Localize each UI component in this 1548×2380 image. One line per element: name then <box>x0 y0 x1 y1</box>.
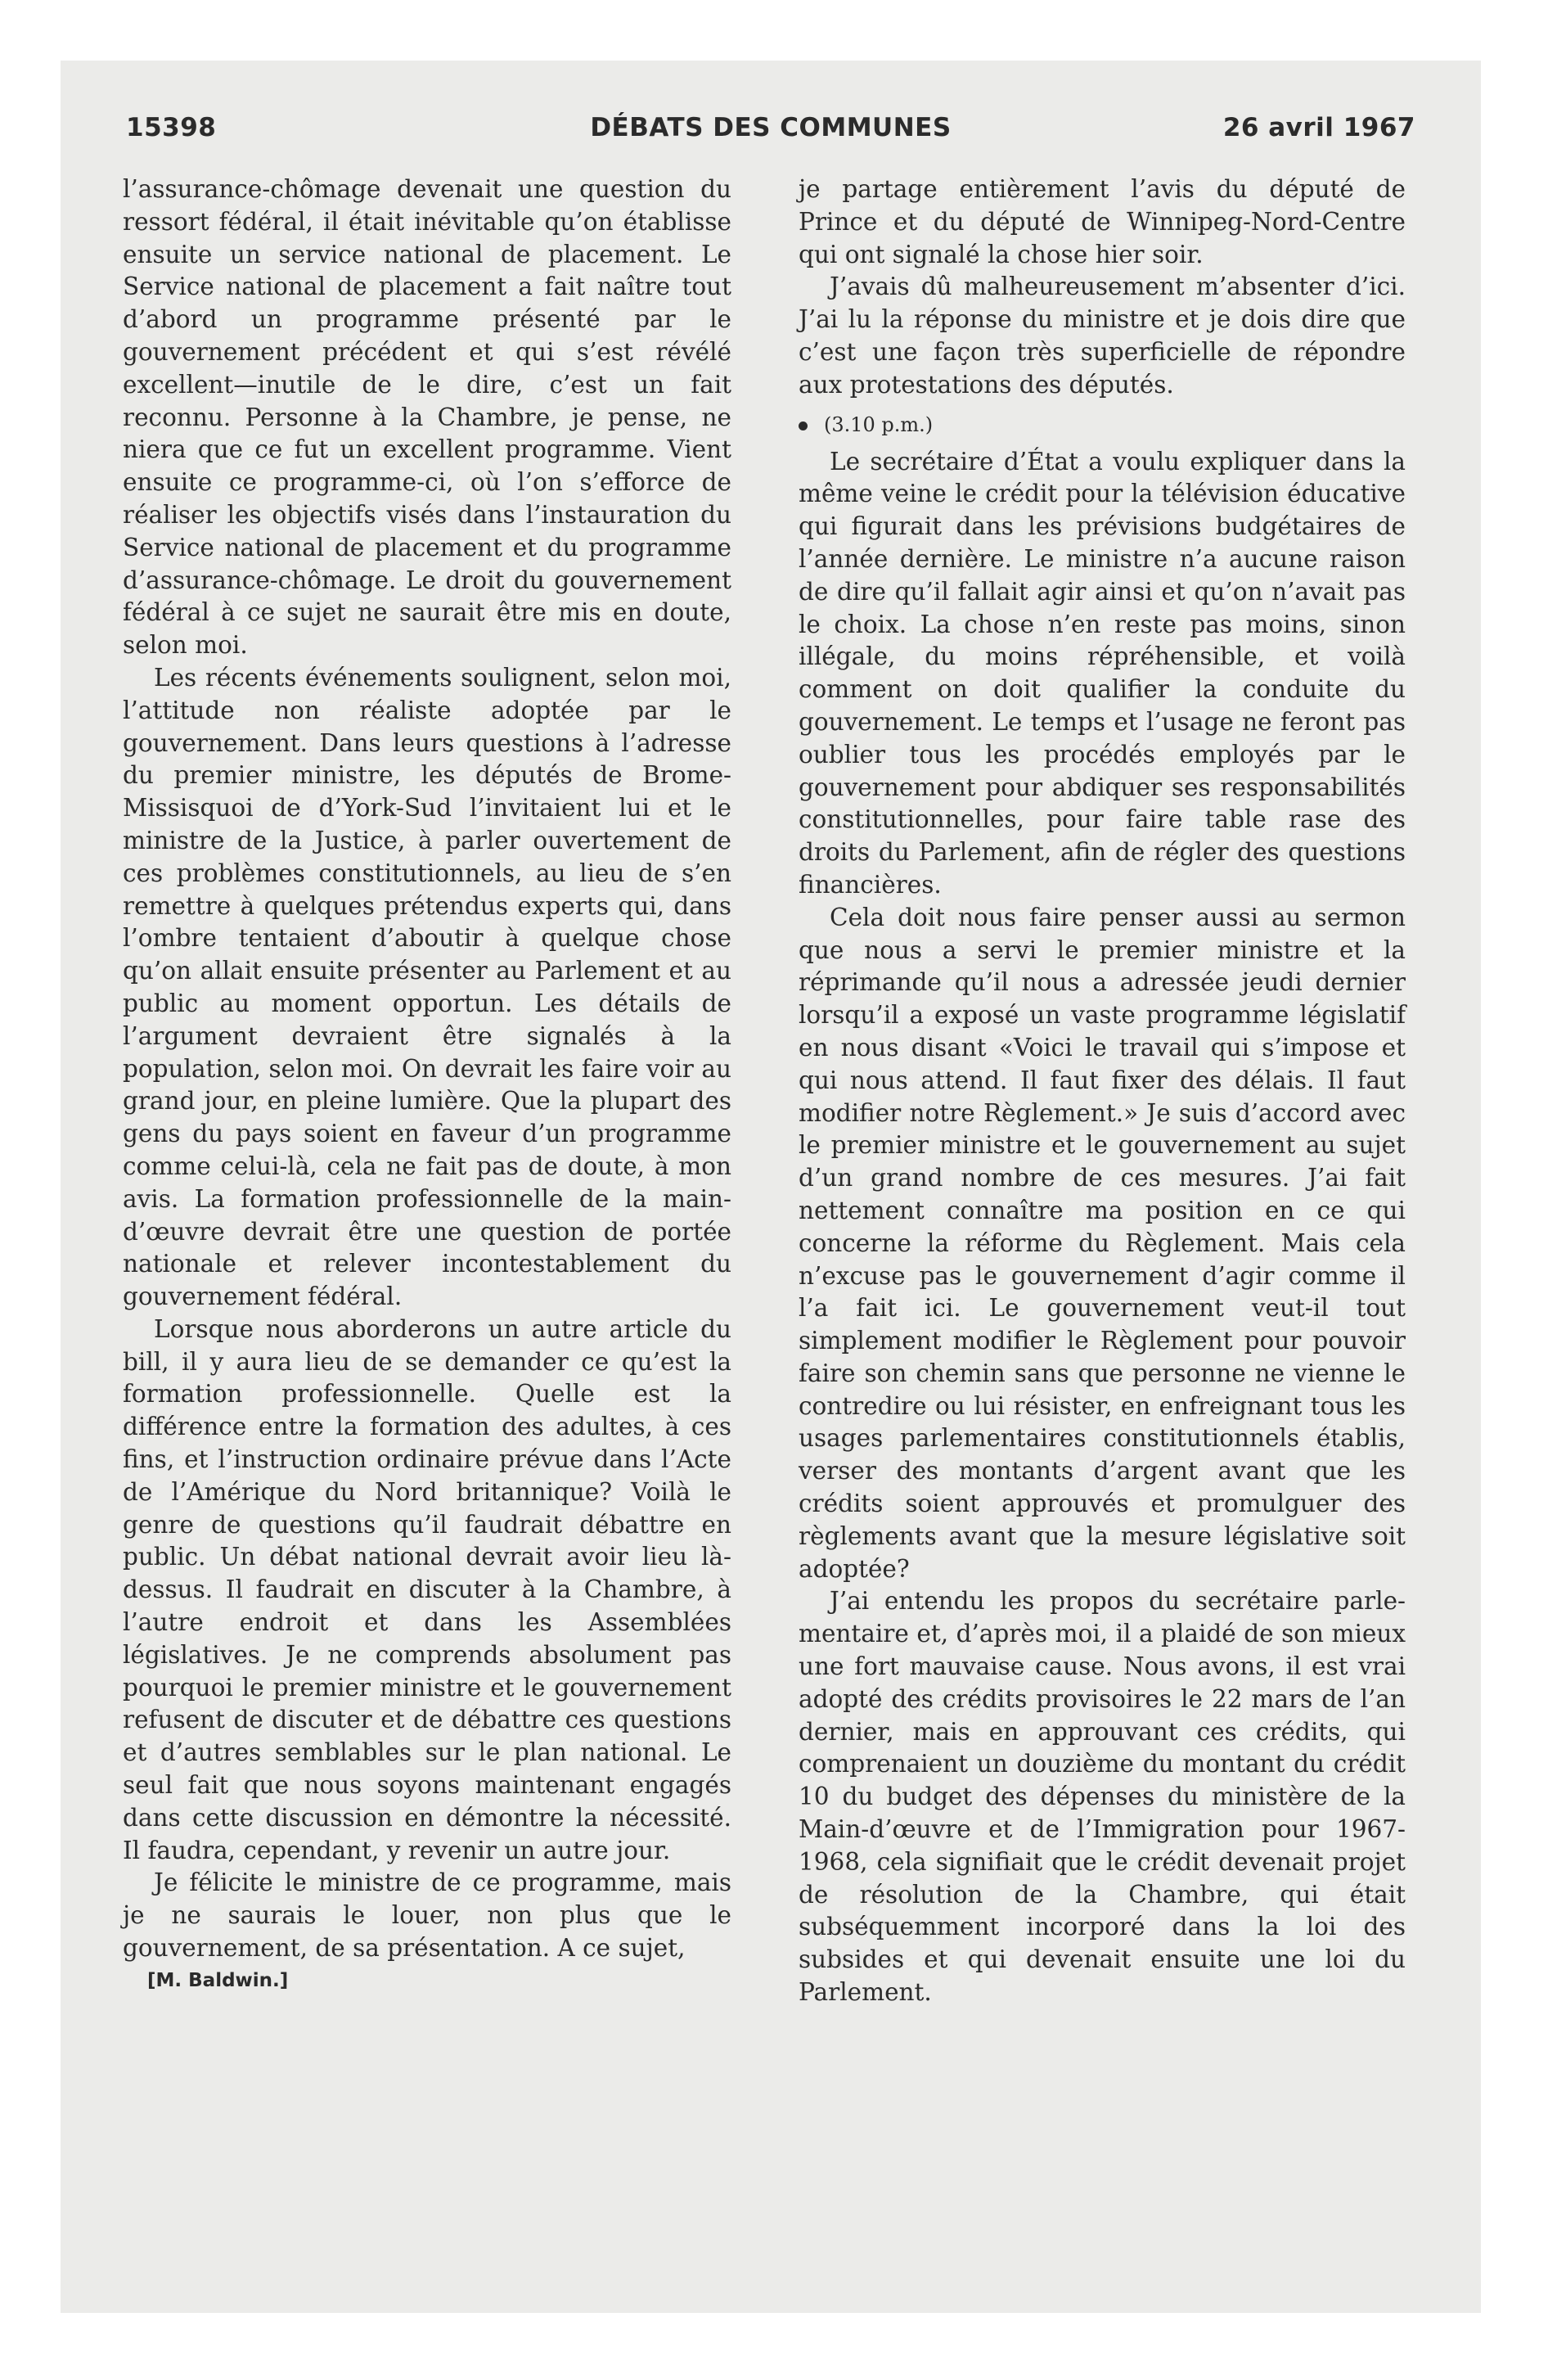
page-header <box>126 113 1415 154</box>
page-date: 26 avril 1967 <box>1222 113 1415 142</box>
time-marker-text: (3.10 p.m.) <box>824 412 934 436</box>
paragraph: Je félicite le ministre de ce programme, mais je ne saurais le louer, non plus que le gouvernement, de sa présentation. A ce sujet, <box>123 1868 731 1963</box>
paragraph: Lorsque nous aborderons un autre article du bill, il y aura lieu de se demander ce qu’est la formation professionnelle. Quelle est la différence entre la formation des adultes, à ces fins, et l’instruction ordinaire prévue dans l’Acte de l’Amérique du Nord britannique? Voilà le genre de questions qu’il faudrait débattre en public. Un débat national devrait avoir lieu là-dessus. Il faudrait en discuter à la Chambre, à l’autre endroit et dans les Assemblées législatives. Je ne comprends absolument pas pourquoi le premier ministre et le gouvernement refusent de discuter et de débattre ces questions et d’autres semblables sur le plan national. Le seul fait que nous soyons maintenant engagés dans cette discussion en démontre la nécessité. Il faudra, cependant, y revenir un autre jour. <box>123 1314 731 1864</box>
right-column <box>799 174 1406 2009</box>
paragraph: je partage entièrement l’avis du député de Prince et du député de Winnipeg-Nord-Centre qui ont signalé la chose hier soir. <box>799 175 1406 268</box>
paragraph: J’ai entendu les propos du secrétaire parlementaire et, d’après moi, il a plaidé de son mieux une fort mauvaise cause. Nous avons, il est vrai adopté des crédits provisoires le 22 mars de l’an dernier, mais en approuvant ces crédits, qui comprenaient un douzième du montant du crédit 10 du budget des dépenses du ministère de la Main-d’œuvre et de l’Immigration pour 1967-1968, cela signifiait que le crédit devenait projet de résolution de la Chambre, qui était subséquemment incorporé dans la loi des subsides et qui devenait ensuite une loi du Parlement. <box>799 1587 1406 2007</box>
running-title: DÉBATS DES COMMUNES <box>590 113 952 142</box>
page-number: 15398 <box>126 113 217 142</box>
bullet-icon <box>799 421 808 430</box>
paragraph: Les récents événements soulignent, selon moi, l’attitude non réaliste adoptée par le gouvernement. Dans leurs questions à l’adresse du premier ministre, les députés de Brome-Missisquoi de d’York-Sud l’invitaient lui et le ministre de la Justice, à parler ouvertement de ces problèmes constitutionnels, au lieu de s’en remettre à quelques prétendus experts qui, dans l’ombre tentaient d’aboutir à quelque chose qu’on allait ensuite présenter au Parlement et au public au moment opportun. Les détails de l’argument devraient être signalés à la population, selon moi. On devrait les faire voir au grand jour, en pleine lumière. Que la plupart des gens du pays soient en faveur d’un programme comme celui-là, cela ne fait pas de doute, à mon avis. La formation professionnelle de la main-d’œuvre devrait être une question de portée nationale et relever incontestablement du gouvernement fédéral. <box>123 663 731 1311</box>
paragraph: Le secrétaire d’État a voulu expliquer dans la même veine le crédit pour la télévision éducative qui figurait dans les prévisions budgétaires de l’année dernière. Le ministre n’a aucune raison de dire qu’il fallait agir ainsi et qu’on n’avait pas le choix. La chose n’en reste pas moins, sinon illégale, du moins répréhensible, et voilà comment on doit qualifier la conduite du gouvernement. Le temps et l’usage ne feront pas oublier tous les procédés employés par le gouvernement pour abdiquer ses responsabilités constitutionnelles, pour faire table rase des droits du Parlement, afin de régler des questions financières. <box>799 447 1406 899</box>
document-page <box>61 61 1481 2313</box>
left-column <box>123 174 731 1998</box>
paragraph: Cela doit nous faire penser aussi au sermon que nous a servi le premier ministre et la réprimande qu’il nous a adressée jeudi dernier lorsqu’il a exposé un vaste programme législatif en nous disant «Voici le travail qui s’impose et qui nous attend. Il faut fixer des délais. Il faut modifier notre Règlement.» Je suis d’accord avec le premier ministre et le gouvernement au sujet d’un grand nombre de ces mesures. J’ai fait nettement connaître ma position en ce qui concerne la réforme du Règlement. Mais cela n’excuse pas le gouvernement d’agir comme il l’a fait ici. Le gouvernement veut-il tout simplement modifier le Règlement pour pouvoir faire son chemin sans que personne ne vienne le contredire ou lui résister, en enfreignant tous les usages parlementaires constitutionnels établis, verser des montants d’argent avant que les crédits soient approuvés et promulguer des règlements avant que la mesure législative soit adoptée? <box>799 903 1406 1583</box>
speaker-attribution: [M. Baldwin.] <box>147 1969 289 1991</box>
paragraph: l’assurance-chômage devenait une question du ressort fédéral, il était inévitable qu’on établisse ensuite un service national de placement. Le Service national de placement a fait naître tout d’abord un programme présenté par le gouvernement précédent et qui s’est révélé excellent—inutile de le dire, c’est un fait reconnu. Personne à la Chambre, je pense, ne niera que ce fut un excellent programme. Vient ensuite ce programme-ci, où l’on s’efforce de réaliser les objectifs visés dans l’instauration du Service national de placement et du programme d’assurance-chômage. Le droit du gouvernement fédéral à ce sujet ne saurait être mis en doute, selon moi. <box>123 175 731 660</box>
paragraph: J’avais dû malheureusement m’absenter d’ici. J’ai lu la réponse du ministre et je dois dire que c’est une façon très superficielle de répondre aux protestations des députés. <box>799 273 1406 399</box>
time-marker <box>799 410 1406 439</box>
